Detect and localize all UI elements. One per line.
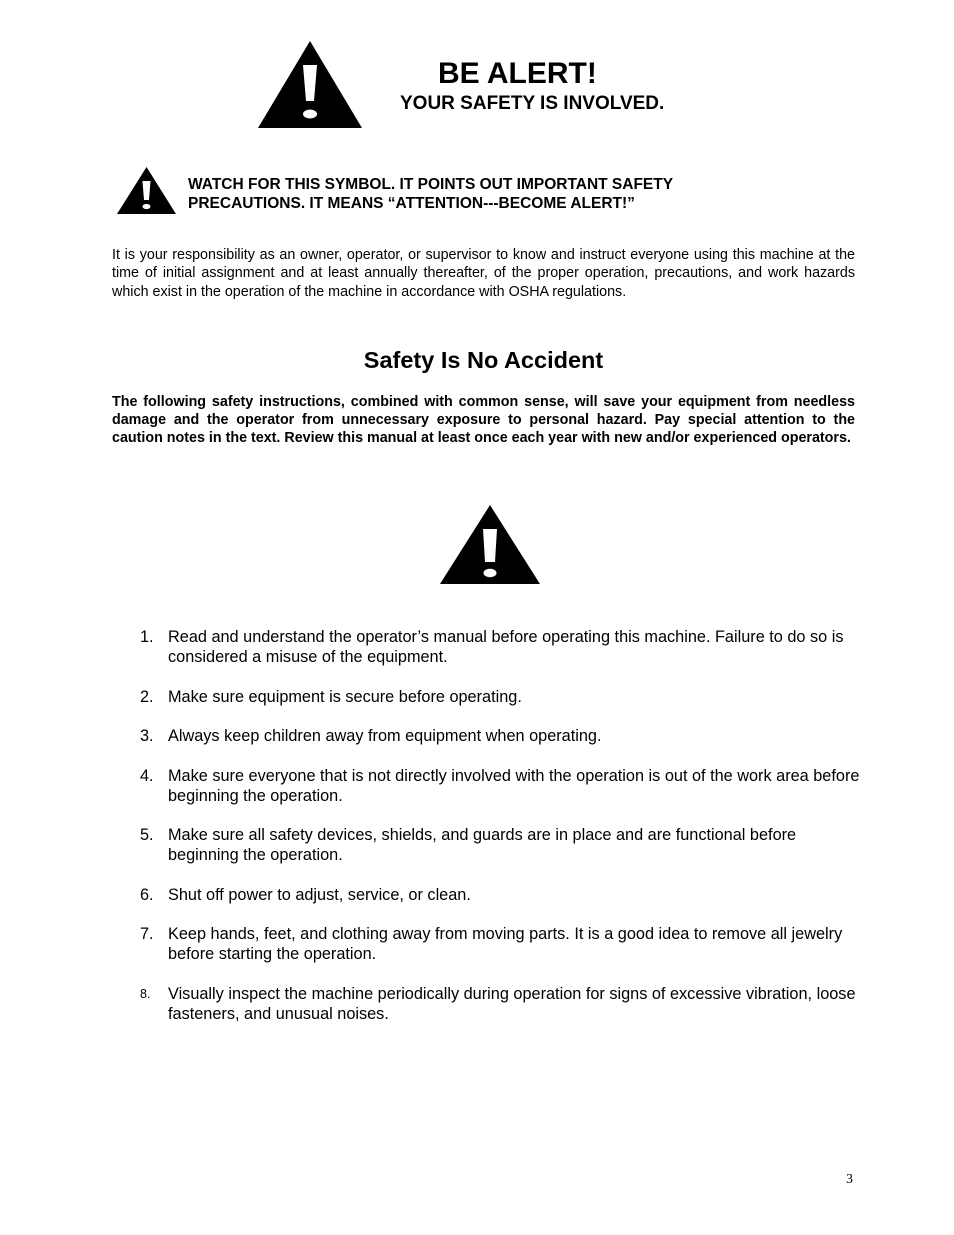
list-item-text: Make sure everyone that is not directly involved with the operation is out of the work area before beginning the operation. [168, 766, 860, 805]
list-item-number: 7. [140, 925, 154, 943]
list-item-text: Always keep children away from equipment when operating. [168, 727, 602, 745]
list-item-number: 6. [140, 885, 154, 904]
list-item-number: 3. [140, 727, 154, 745]
symbol-explanation-line: PRECAUTIONS. IT MEANS “ATTENTION---BECOME ALERT!” [188, 195, 635, 212]
warning-triangle-icon [440, 505, 540, 584]
list-item [140, 924, 860, 964]
section-heading: Safety Is No Accident [363, 347, 604, 373]
page-subtitle: YOUR SAFETY IS INVOLVED. [400, 93, 665, 114]
warning-triangle-icon [117, 167, 176, 214]
page-title: BE ALERT! [438, 57, 597, 90]
list-item [140, 825, 860, 865]
symbol-explanation-line: WATCH FOR THIS SYMBOL. IT POINTS OUT IMPORTANT SAFETY [188, 176, 674, 193]
list-item [140, 766, 860, 806]
page-number: 3 [846, 1172, 853, 1187]
list-item-text: Make sure equipment is secure before operating. [168, 687, 522, 706]
symbol-explanation [188, 175, 828, 213]
list-item-number: 1. [140, 628, 154, 646]
list-item-text: Shut off power to adjust, service, or clean. [168, 885, 471, 904]
list-item [140, 687, 860, 707]
intro-paragraph: The following safety instructions, combined with common sense, will save your equipment from needless damage and the operator from unnecessary exposure to personal hazard. Pay special attention to the caution notes in the text. Review this manual at least once each year with new and/or experienced operators. [112, 394, 855, 447]
list-item-number: 5. [140, 826, 154, 844]
list-item [140, 885, 860, 905]
list-item-text: Read and understand the operator’s manual before operating this machine. Failure to do so is considered a misuse of the equipment. [168, 628, 844, 666]
list-item-text: Keep hands, feet, and clothing away from moving parts. It is a good idea to remove all jewelry before starting the operation. [168, 925, 843, 963]
warning-triangle-icon [258, 41, 362, 128]
list-item-number: 2. [140, 687, 154, 706]
list-item [140, 627, 860, 667]
responsibility-paragraph: It is your responsibility as an owner, operator, or supervisor to know and instruct everyone using this machine at the time of initial assignment and at least annually thereafter, of the proper operation, precautions, and work hazards which exist in the operation of the machine in accordance with OSHA regulations. [112, 247, 855, 300]
list-item [140, 726, 860, 746]
safety-rules-list [140, 627, 860, 1043]
list-item-number: 8. [140, 986, 151, 1001]
list-item [140, 984, 860, 1024]
list-item-number: 4. [140, 766, 154, 785]
list-item-text: Make sure all safety devices, shields, and guards are in place and are functional before beginning the operation. [168, 826, 797, 864]
list-item-text: Visually inspect the machine periodically during operation for signs of excessive vibration, loose fasteners, and unusual noises. [168, 984, 856, 1023]
